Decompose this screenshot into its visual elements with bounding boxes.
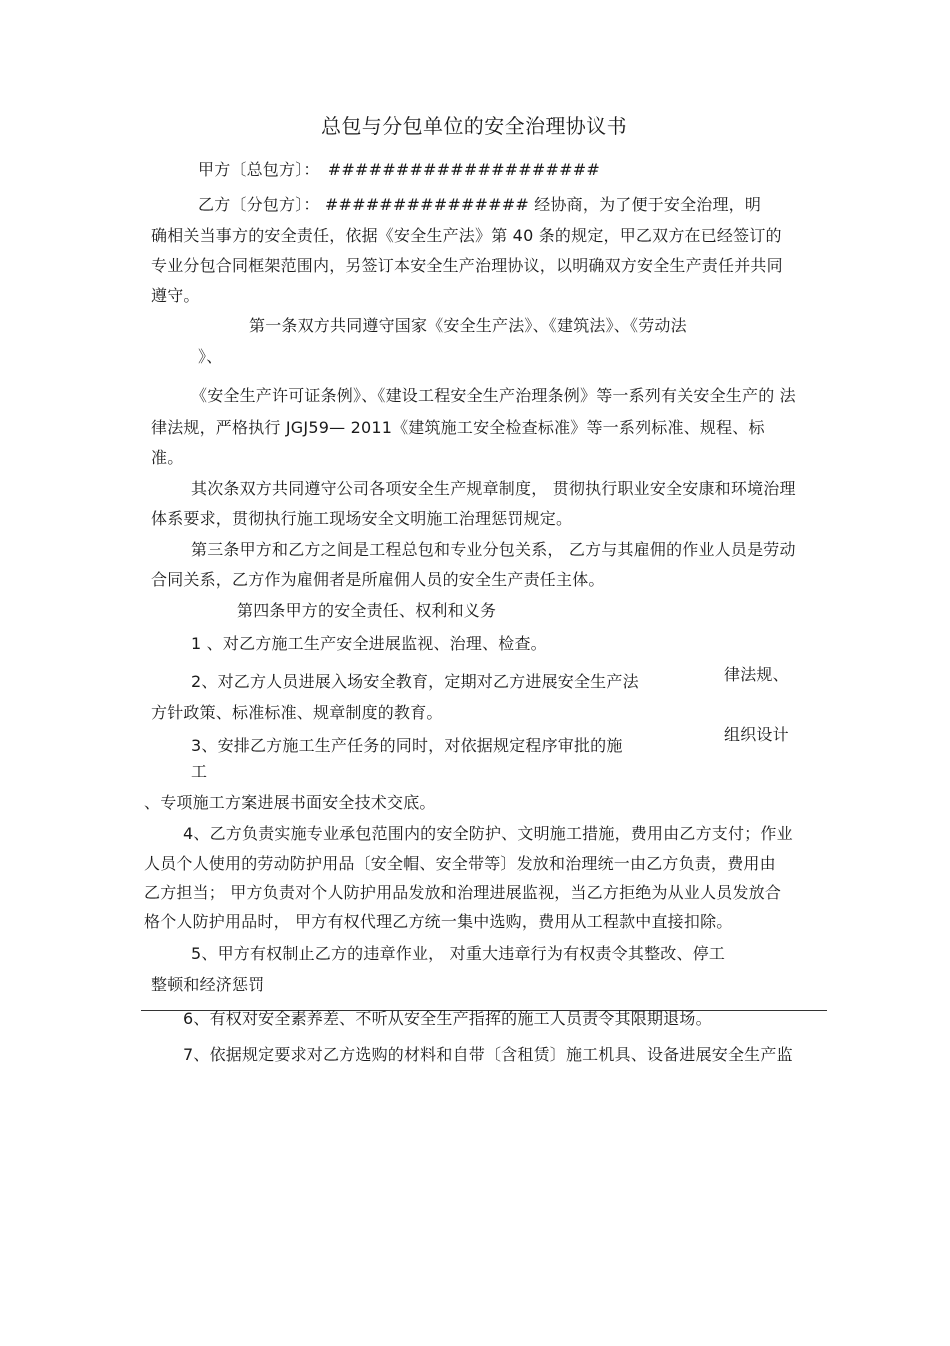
section-heading: 第四条甲方的安全责任、权利和义务	[237, 601, 497, 620]
paragraph-line: 确相关当事方的安全责任，依据《安全生产法》第 40 条的规定，甲乙双方在已经签订的	[151, 226, 782, 245]
paragraph-line: 人员个人使用的劳动防护用品〔安全帽、安全带等〕发放和治理统一由乙方负责，费用由	[144, 854, 776, 873]
paragraph-line: 2、对乙方人员进展入场安全教育，定期对乙方进展安全生产法	[191, 672, 639, 691]
paragraph-line: 组织设计	[724, 725, 789, 744]
paragraph-line: 4、乙方负责实施专业承包范围内的安全防护、文明施工措施，费用由乙方支付；作业	[183, 824, 793, 843]
paragraph-line: 律法规、	[724, 665, 789, 684]
paragraph-line: 3、安排乙方施工生产任务的同时，对依据规定程序审批的施	[191, 736, 623, 755]
paragraph-line: 准。	[151, 448, 184, 467]
paragraph-line: 第一条双方共同遵守国家《安全生产法》、《建筑法》、《劳动法	[249, 316, 687, 335]
paragraph-line: 体系要求，贯彻执行施工现场安全文明施工治理惩罚规定。	[151, 509, 573, 528]
paragraph-line: 1 、对乙方施工生产安全进展监视、治理、检查。	[191, 634, 547, 653]
paragraph-line: 甲方〔总包方〕： ####################	[198, 160, 600, 179]
paragraph-line: 、专项施工方案进展书面安全技术交底。	[144, 793, 436, 812]
paragraph-line: 第三条甲方和乙方之间是工程总包和专业分包关系， 乙方与其雇佣的作业人员是劳动	[191, 540, 796, 559]
paragraph-line: 格个人防护用品时， 甲方有权代理乙方统一集中选购，费用从工程款中直接扣除。	[144, 912, 733, 931]
paragraph-line: 7、依据规定要求对乙方选购的材料和自带〔含租赁〕施工机具、设备进展安全生产监	[183, 1045, 793, 1064]
paragraph-line: 整顿和经济惩罚	[151, 975, 265, 994]
paragraph-line: 专业分包合同框架范围内，另签订本安全生产治理协议，以明确双方安全生产责任并共同	[151, 256, 783, 275]
document-title: 总包与分包单位的安全治理协议书	[321, 114, 627, 138]
paragraph-line: 合同关系，乙方作为雇佣者是所雇佣人员的安全生产责任主体。	[151, 570, 605, 589]
paragraph-line: 其次条双方共同遵守公司各项安全生产规章制度， 贯彻执行职业安全安康和环境治理	[191, 479, 796, 498]
paragraph-line: 方针政策、标准标准、规章制度的教育。	[151, 703, 443, 722]
paragraph-line: 工	[191, 762, 208, 781]
paragraph-line: 《安全生产许可证条例》、《建设工程安全生产治理条例》等一系列有关安全生产的 法	[191, 386, 796, 405]
paragraph-line: 乙方〔分包方〕： ############### 经协商，为了便于安全治理，明	[198, 195, 762, 214]
paragraph-line: 》、	[198, 347, 223, 366]
paragraph-line: 乙方担当； 甲方负责对个人防护用品发放和治理进展监视，当乙方拒绝为从业人员发放合	[144, 883, 782, 902]
paragraph-line: 律法规，严格执行 JGJ59— 2011《建筑施工安全检查标准》等一系列标准、规程、标	[151, 418, 765, 437]
paragraph-line: 5、甲方有权制止乙方的违章作业， 对重大违章行为有权责令其整改、停工	[191, 944, 726, 963]
paragraph-line: 遵守。	[151, 286, 200, 305]
paragraph-line: 6、有权对安全素养差、不听从安全生产指挥的施工人员责令其限期退场。	[183, 1009, 712, 1028]
